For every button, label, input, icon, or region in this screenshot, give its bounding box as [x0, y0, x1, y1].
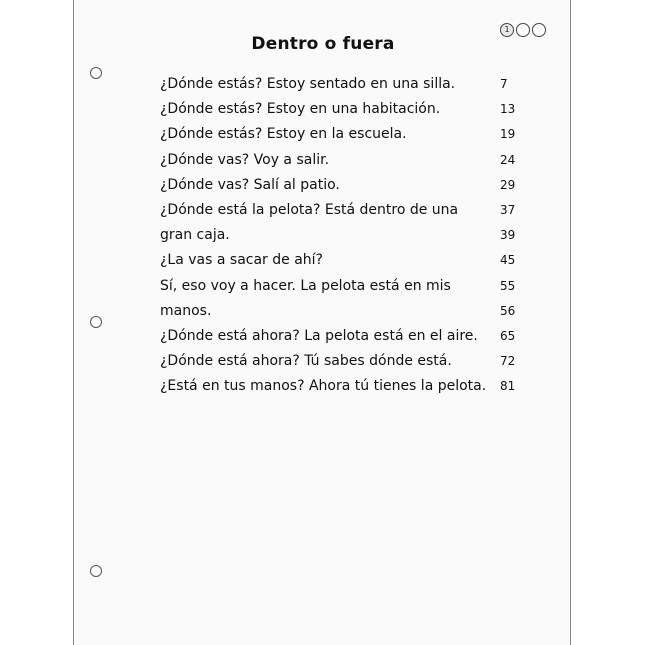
line-text: ¿Dónde estás? Estoy sentado en una silla.	[160, 76, 456, 92]
line-text: ¿Dónde estás? Estoy en la escuela.	[160, 126, 407, 143]
line-text: ¿Dónde está la pelota? Está dentro de una	[160, 201, 459, 218]
line-text: ¿Dónde vas? Salí al patio.	[160, 176, 340, 193]
line-text: ¿Dónde está ahora? Tú sabes dónde está.	[160, 353, 452, 370]
word-count: 56	[500, 303, 516, 318]
passage-line	[160, 249, 530, 274]
line-text: ¿Dónde vas? Voy a salir.	[160, 151, 330, 168]
reading-passage	[160, 73, 530, 400]
passage-line	[160, 199, 530, 224]
word-count: 19	[500, 127, 516, 142]
word-count: 45	[500, 253, 516, 268]
level-circle-1: 1	[500, 23, 514, 37]
passage-line	[160, 375, 530, 400]
line-text: Sí, eso voy a hacer. La pelota está en mis	[160, 277, 451, 294]
page-title: Dentro o fuera	[251, 34, 395, 54]
word-count: 29	[500, 177, 516, 192]
passage-line	[160, 300, 530, 325]
passage-line	[160, 174, 530, 199]
line-text: ¿La vas a sacar de ahí?	[160, 252, 323, 269]
binder-hole	[90, 316, 102, 328]
line-text: ¿Está en tus manos? Ahora tú tienes la pelota.	[160, 378, 487, 395]
line-text: manos.	[160, 302, 212, 319]
binder-hole	[90, 565, 102, 577]
passage-line	[160, 224, 530, 249]
passage-line	[160, 350, 530, 375]
word-count: 55	[500, 278, 516, 293]
line-text: gran caja.	[160, 227, 230, 244]
word-count: 7	[500, 77, 508, 91]
passage-line	[160, 149, 530, 174]
worksheet-page	[73, 0, 571, 645]
passage-line	[160, 123, 530, 148]
word-count: 39	[500, 228, 516, 243]
word-count: 13	[500, 102, 516, 117]
passage-line	[160, 325, 530, 350]
line-text: ¿Dónde estás? Estoy en una habitación.	[160, 101, 441, 118]
passage-line	[160, 73, 530, 98]
word-count: 65	[500, 328, 516, 343]
word-count: 81	[500, 379, 516, 394]
passage-line	[160, 98, 530, 123]
word-count: 37	[500, 202, 516, 217]
word-count: 24	[500, 152, 516, 167]
binder-hole	[90, 67, 102, 79]
line-text: ¿Dónde está ahora? La pelota está en el aire.	[160, 327, 478, 344]
word-count: 72	[500, 354, 516, 369]
passage-line	[160, 275, 530, 300]
